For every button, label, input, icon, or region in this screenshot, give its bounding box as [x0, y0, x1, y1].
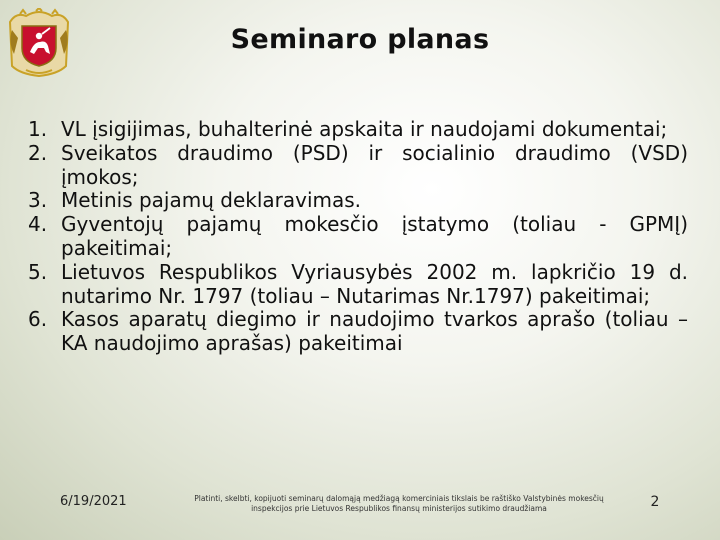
agenda-item-text: Gyventojų pajamų mokesčio įstatymo (toliau - GPMĮ) pakeitimai; [61, 212, 688, 260]
footer-disclaimer: Platinti, skelbti, kopijuoti seminarų dalomąją medžiagą komerciniais tikslais be raštiško Valstybinės mokesčių inspekcijos prie Lietuvos Respublikos finansų ministerijos sutikimo draudžiama [194, 494, 604, 513]
slide-title: Seminaro planas [230, 24, 490, 55]
agenda-item [28, 142, 688, 190]
agenda-item-number: 6. [28, 307, 48, 332]
agenda-item [28, 213, 688, 261]
agenda-item-number: 1. [28, 117, 48, 141]
agenda-list [28, 118, 688, 356]
agenda-item-number: 3. [28, 188, 48, 213]
agenda-item-number: 2. [28, 140, 48, 165]
agenda-item [28, 189, 688, 213]
page-number: 2 [650, 494, 660, 510]
agenda-item-text: Sveikatos draudimo (PSD) ir socialinio draudimo (VSD) įmokos; [61, 140, 688, 189]
agenda-item [28, 308, 688, 356]
agenda-item-number: 5. [28, 259, 48, 284]
agenda-item [28, 118, 688, 142]
agenda-item [28, 261, 688, 309]
footer-date: 6/19/2021 [60, 494, 127, 509]
agenda-item-text: Lietuvos Respublikos Vyriausybės 2002 m. lapkričio 19 d. nutarimo Nr. 1797 (toliau – Nutarimas Nr.1797) pakeitimai; [61, 259, 688, 308]
agenda-item-number: 4. [28, 212, 48, 237]
agenda-item-text: Metinis pajamų deklaravimas. [61, 188, 362, 213]
agenda-item-text: Kasos aparatų diegimo ir naudojimo tvarkos aprašo (toliau – KA naudojimo aprašas) pakeitimai [61, 307, 688, 356]
agenda-item-text: VL įsigijimas, buhalterinė apskaita ir naudojami dokumentai; [61, 117, 668, 141]
